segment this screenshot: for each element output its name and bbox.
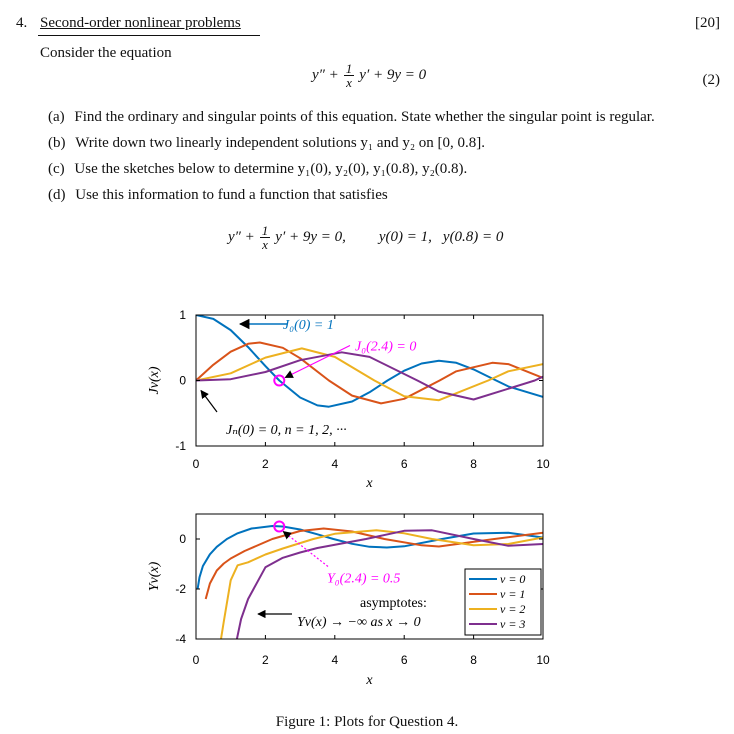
bvp-bc1: y(0) = 1, [378, 229, 432, 245]
part-a [48, 109, 655, 126]
eq-fraction [344, 62, 355, 89]
equation-number: (2) [702, 72, 720, 88]
eq-frac-den: x [346, 75, 352, 90]
part-label: (a) [48, 109, 65, 125]
eq-lhs-b: y′ + 9y = 0 [359, 67, 427, 83]
intro-text: Consider the equation [40, 45, 172, 61]
part-label: (c) [48, 161, 65, 177]
bvp-frac-num: 1 [261, 223, 269, 238]
part-text: Use this information to fund a function that satisfies [75, 187, 388, 203]
part-text: Use the sketches below to determine y₁(0), y₂(0), y₁(0.8), y₂(0.8). [74, 161, 468, 177]
part-label: (b) [48, 135, 66, 151]
eq-frac-num: 1 [345, 61, 353, 76]
bvp-lhs-b: y′ + 9y = 0, [275, 229, 346, 245]
eq-lhs-a: y″ + [312, 67, 339, 83]
bvp-fraction [260, 224, 271, 251]
question-title: Second-order nonlinear problems [40, 15, 241, 31]
y-axis-label: Yν(x) [147, 561, 162, 592]
x-tick-label: 4 [331, 457, 339, 471]
bessel-j-plot [147, 308, 550, 491]
figure-1 [0, 290, 734, 700]
jn-0-arrow [201, 391, 217, 413]
part-d [48, 187, 388, 204]
annotation-asymptotes: asymptotes: [360, 596, 427, 611]
x-tick-label: 8 [470, 653, 477, 667]
annotation-j0-0: J₀(0) = 1 [283, 318, 334, 333]
y-tick-label: 0 [179, 532, 186, 546]
part-b [48, 135, 485, 152]
equation-2 [312, 62, 426, 89]
question-number: 4. [16, 15, 28, 31]
y-axis-label: Jν(x) [147, 366, 162, 395]
figure-caption: Figure 1: Plots for Question 4. [275, 714, 459, 730]
x-tick-label: 6 [400, 653, 408, 667]
bvp-frac-den: x [262, 237, 268, 252]
x-tick-label: 0 [192, 653, 200, 667]
series-group [196, 315, 543, 407]
x-axis-label: x [366, 476, 373, 491]
bvp-bc2: y(0.8) = 0 [442, 229, 504, 245]
annotation-jn-0: Jₙ(0) = 0, n = 1, 2, ··· [226, 423, 347, 438]
annotation-j0-24: J₀(2.4) = 0 [355, 339, 417, 355]
x-tick-label: 10 [536, 457, 550, 471]
part-text: Find the ordinary and singular points of this equation. State whether the singular point is regular. [74, 109, 655, 125]
part-text: Write down two linearly independent solutions y₁ and y₂ on [0, 0.8]. [75, 135, 486, 151]
y-tick-label: -1 [175, 439, 186, 453]
x-tick-label: 2 [262, 653, 269, 667]
bvp-lhs-a: y″ + [228, 229, 255, 245]
bvp-equation [228, 224, 503, 251]
legend-label-nu1: ν = 1 [500, 587, 526, 601]
x-axis-label: x [366, 673, 373, 688]
y-tick-label: 1 [179, 308, 186, 322]
y-tick-label: -2 [175, 582, 186, 596]
annotation-y0-24: Y₀(2.4) = 0.5 [327, 571, 401, 587]
legend-label-nu0: ν = 0 [500, 572, 526, 586]
annotation-asymptote-rule: Yν(x) → −∞ as x → 0 [297, 615, 421, 630]
x-tick-label: 2 [262, 457, 269, 471]
title-rule [38, 35, 260, 36]
legend-label-nu2: ν = 2 [500, 602, 526, 616]
x-tick-label: 10 [536, 653, 550, 667]
bessel-y-plot [147, 514, 550, 688]
part-c [48, 161, 467, 178]
x-tick-label: 0 [192, 457, 200, 471]
series-line-nu0 [196, 315, 543, 407]
question-marks: [20] [695, 15, 720, 31]
y-tick-label: 0 [179, 373, 186, 388]
x-tick-label: 6 [400, 457, 408, 471]
part-label: (d) [48, 187, 66, 203]
legend-label-nu3: ν = 3 [500, 617, 526, 631]
x-tick-label: 4 [331, 653, 339, 667]
y-tick-label: -4 [175, 632, 186, 646]
x-tick-label: 8 [470, 457, 477, 471]
